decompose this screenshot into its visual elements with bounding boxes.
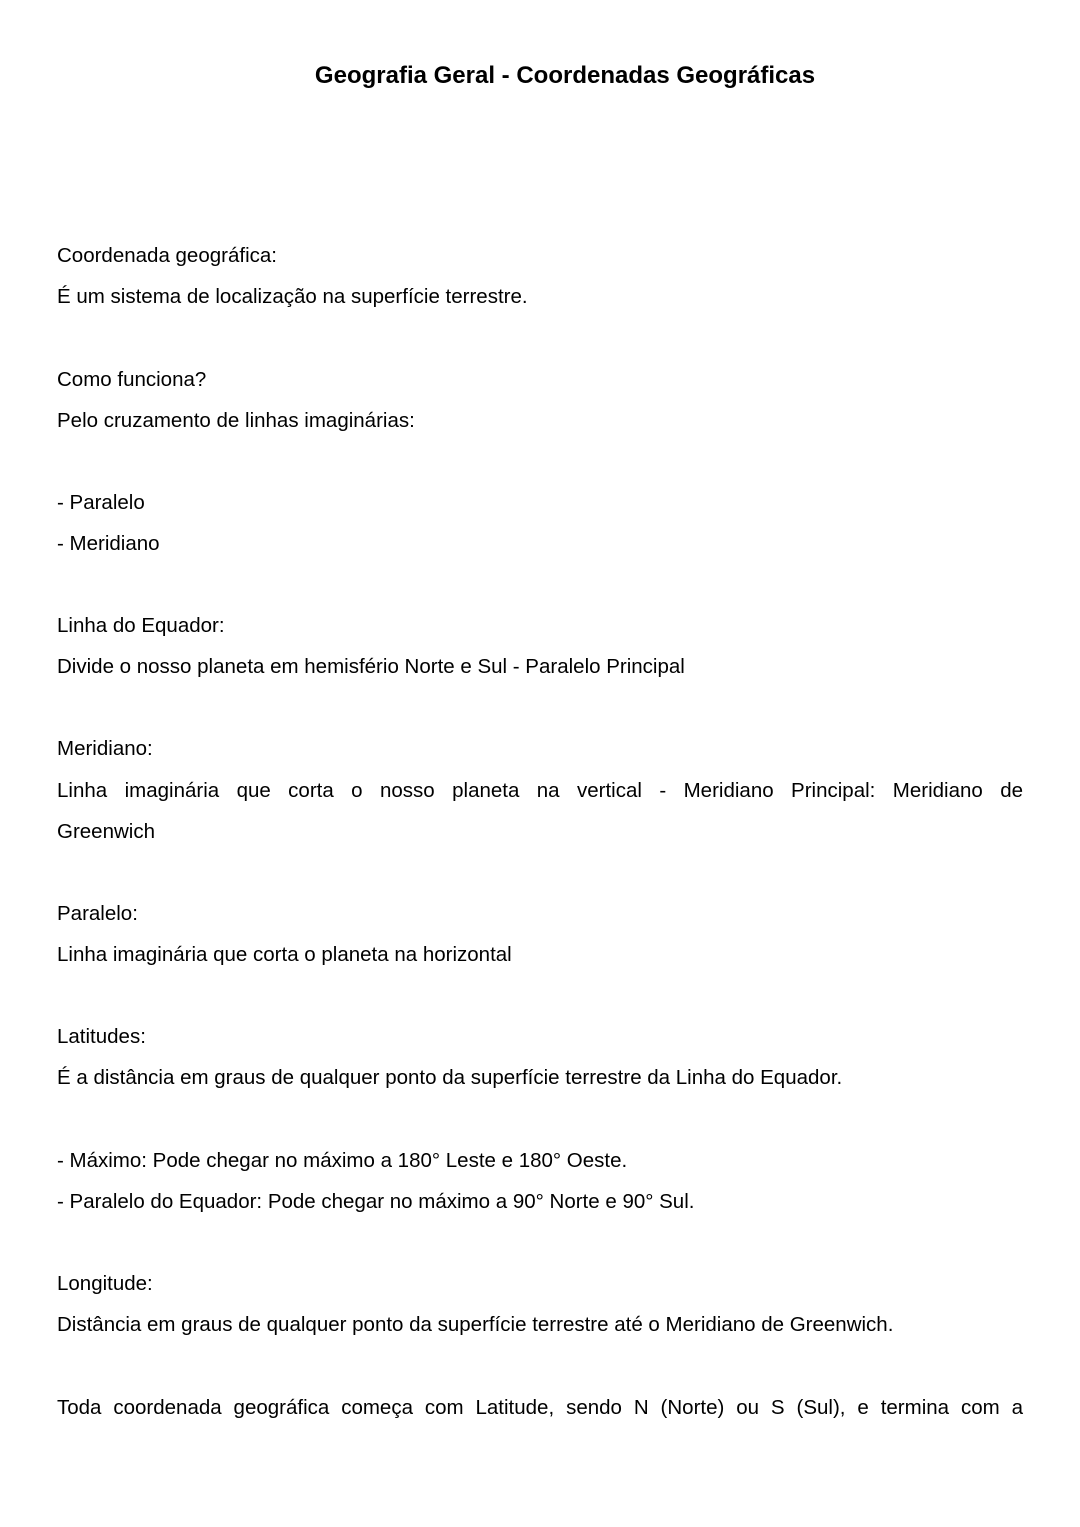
list-item: - Meridiano xyxy=(57,532,160,555)
text-line: Distância em graus de qualquer ponto da superfície terrestre até o Meridiano de Greenwich. xyxy=(57,1313,894,1336)
text-line: Greenwich xyxy=(57,820,155,843)
heading-latitudes: Latitudes: xyxy=(57,1025,146,1048)
text-line: Toda coordenada geográfica começa com Latitude, sendo N (Norte) ou S (Sul), e termina com a xyxy=(57,1396,1023,1419)
heading-linha-equador: Linha do Equador: xyxy=(57,614,225,637)
text-line: É um sistema de localização na superfície terrestre. xyxy=(57,285,528,308)
text-line: Linha imaginária que corta o planeta na horizontal xyxy=(57,943,512,966)
document-title: Geografia Geral - Coordenadas Geográficas xyxy=(314,62,816,89)
list-item: - Paralelo do Equador: Pode chegar no máximo a 90° Norte e 90° Sul. xyxy=(57,1190,695,1213)
heading-meridiano: Meridiano: xyxy=(57,737,153,760)
heading-longitude: Longitude: xyxy=(57,1272,153,1295)
text-line: Linha imaginária que corta o nosso planeta na vertical - Meridiano Principal: Meridiano de xyxy=(57,779,1023,802)
heading-coordenada: Coordenada geográfica: xyxy=(57,244,277,267)
text-line: Pelo cruzamento de linhas imaginárias: xyxy=(57,409,415,432)
heading-paralelo: Paralelo: xyxy=(57,902,138,925)
text-line: É a distância em graus de qualquer ponto da superfície terrestre da Linha do Equador. xyxy=(57,1066,843,1089)
text-line: Divide o nosso planeta em hemisfério Norte e Sul - Paralelo Principal xyxy=(57,655,685,678)
list-item: - Máximo: Pode chegar no máximo a 180° Leste e 180° Oeste. xyxy=(57,1149,628,1172)
heading-como-funciona: Como funciona? xyxy=(57,368,207,391)
list-item: - Paralelo xyxy=(57,491,145,514)
